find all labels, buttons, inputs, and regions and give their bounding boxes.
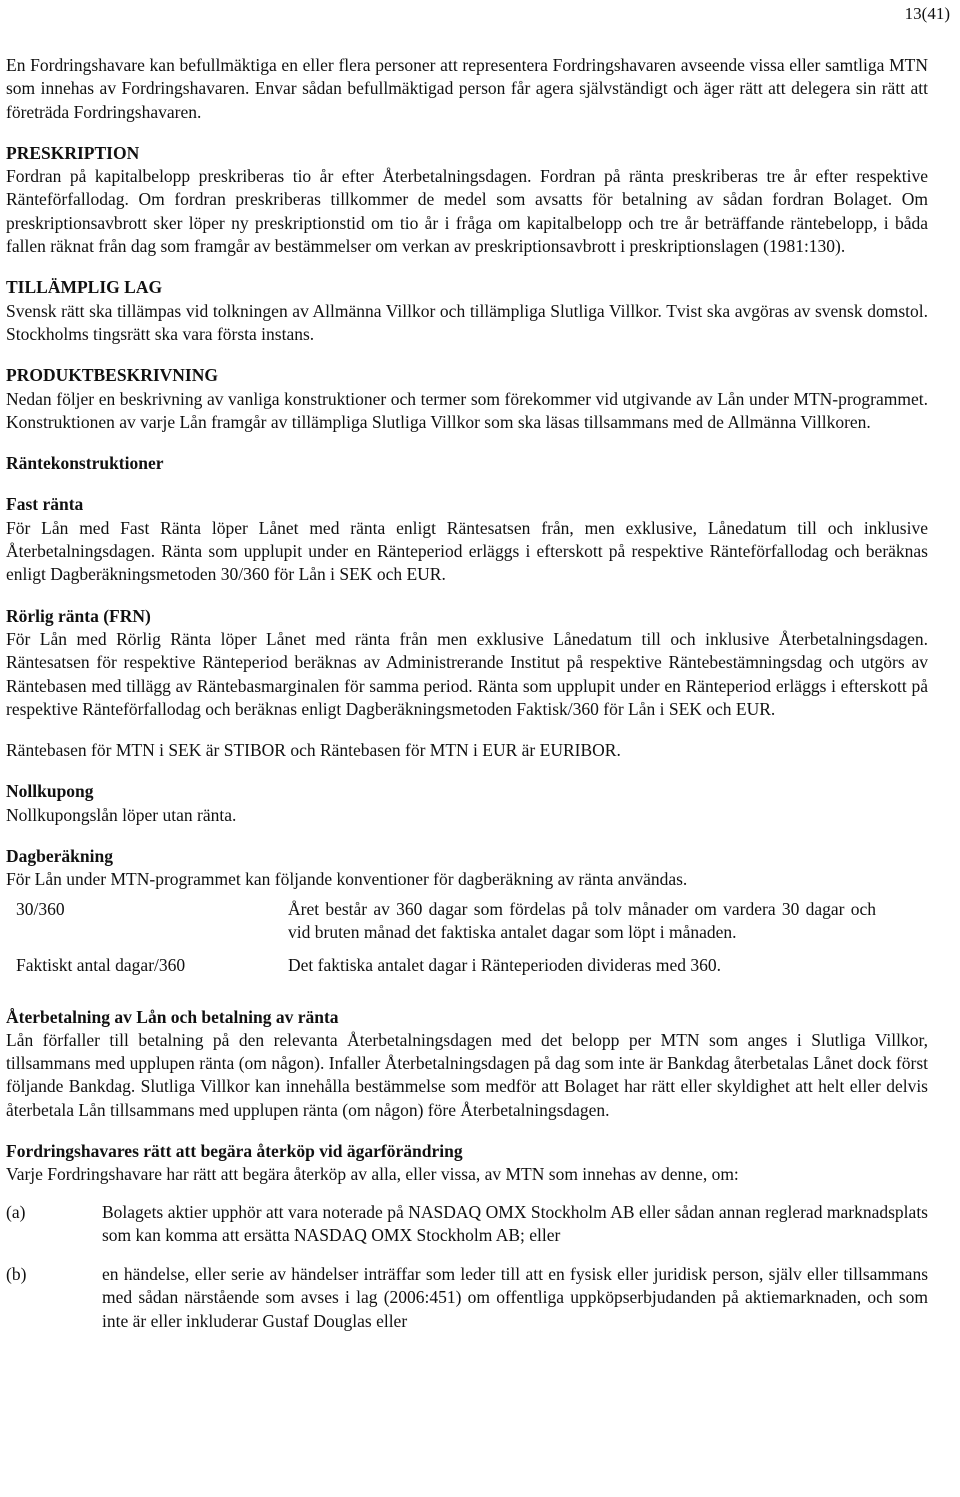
subsection-heading: Återbetalning av Lån och betalning av ränta (6, 1006, 339, 1027)
subsection-text: För Lån med Rörlig Ränta löper Lånet med ränta från men exklusive Lånedatum till och inklusive Återbetalningsdagen. Räntesatsen för respektive Ränteperiod beräknas av Administrerande Institut på respektive Räntebestämningsdag och utgörs av Räntebasen med tillägg av Räntebasmarginalen för samma period. Ränta som upplupit under en Ränteperiod erläggs i efterskott på respektive Ränteförfallodag och beräknas enligt Dagberäkningsmetoden Faktisk/360 för Lån i SEK och EUR. (6, 628, 928, 719)
section-produktbeskrivning (6, 364, 928, 434)
subsection-text: Varje Fordringshavare har rätt att begära återköp av alla, eller vissa, av MTN som innehas av denne, om: (6, 1164, 739, 1185)
subsection-heading: Nollkupong (6, 781, 94, 802)
subsection-heading: Rörlig ränta (FRN) (6, 605, 151, 626)
subsection-fast-ranta (6, 493, 928, 586)
list-marker: (a) (6, 1201, 26, 1222)
page-number: 13(41) (904, 4, 950, 23)
daycount-term: 30/360 (16, 898, 65, 919)
subsection-text: Lån förfaller till betalning på den relevanta Återbetalningsdagen med det belopp per MTN som anges i Slutliga Villkor, tillsammans med upplupen ränta (om någon). Infaller Återbetalningsdagen på dag som inte är Bankdag återbetalas Lånet dock först följande Bankdag. Slutliga Villkor kan innehålla bestämmelse som medför att Bolaget har rätt eller skyldighet att helt eller delvis återbetala Lån tillsammans med upplupen ränta (om någon) före Återbetalningsdagen. (6, 1029, 928, 1120)
table-row (16, 954, 876, 987)
list-marker: (b) (6, 1264, 27, 1285)
section-heading: PRODUKTBESKRIVNING (6, 365, 218, 386)
subsection-heading: Fast ränta (6, 494, 84, 515)
list-item (6, 1201, 928, 1248)
section-text: Svensk rätt ska tillämpas vid tolkningen av Allmänna Villkor och tillämpliga Slutliga Villkor. Tvist ska avgöras av svensk domstol. Stockholms tingsrätt ska vara första instans. (6, 300, 928, 344)
section-text: Fordran på kapitalbelopp preskriberas tio år efter Återbetalningsdagen. Fordran på ränta preskriberas tre år efter respektive Ränteförfallodag. Om fordran preskriberas tillkommer de medel som avsatts för betalning av sådan fordran Bolaget. Om preskriptionsavbrott sker löper ny preskriptionstid om tio år i fråga om kapitalbelopp och tre år beträffande räntebelopp, i båda fallen räknat från dag som framgår av bestämmelser om verkan av preskriptionsavbrott i preskriptionslagen (1981:130). (6, 166, 928, 257)
list-item-text: en händelse, eller serie av händelser inträffar som leder till att en fysisk eller juridisk person, själv eller tillsammans med sådan närstående som avses i lag (2006:451) om offentliga uppköpserbjudanden på aktiemarknaden, och som inte är eller inkluderar Gustaf Douglas eller (102, 1264, 928, 1331)
daycount-term: Faktiskt antal dagar/360 (16, 955, 186, 976)
subsection-aterbetalning (6, 1006, 928, 1122)
subsection-text: För Lån med Fast Ränta löper Lånet med ränta enligt Räntesatsen från, men exklusive, Lånedatum till och inklusive Återbetalningsdagen. Ränta som upplupit under en Ränteperiod erläggs i efterskott på respektive Ränteförfallodag och beräknas enligt Dagberäkningsmetoden 30/360 för Lån i SEK och EUR. (6, 517, 928, 585)
daycount-description: Det faktiska antalet dagar i Ränteperioden divideras med 360. (288, 955, 721, 976)
subsection-heading: Fordringshavares rätt att begära återköp vid ägarförändring (6, 1140, 463, 1161)
subsection-rorlig-ranta (6, 605, 928, 721)
subsection-text: Nollkupongslån löper utan ränta. (6, 804, 237, 825)
table-row (16, 898, 876, 955)
list-item-text: Bolagets aktier upphör att vara noterade på NASDAQ OMX Stockholm AB eller sådan annan reglerad marknadsplats som kan komma att ersätta NASDAQ OMX Stockholm AB; eller (102, 1201, 928, 1245)
subsection-dagberakning (6, 845, 928, 987)
subsection-heading: Dagberäkning (6, 846, 113, 867)
document-body (6, 54, 928, 1349)
section-tillamplig-lag (6, 276, 928, 346)
section-preskription (6, 142, 928, 258)
subsection-text: För Lån under MTN-programmet kan följande konventioner för dagberäkning av ränta användas. (6, 869, 688, 890)
daycount-table (16, 898, 876, 988)
section-heading: PRESKRIPTION (6, 142, 140, 163)
subsection-nollkupong (6, 780, 928, 827)
subsection-aterkop (6, 1140, 928, 1333)
condition-list (6, 1201, 928, 1333)
list-item (6, 1263, 928, 1333)
rantebas-note: Räntebasen för MTN i SEK är STIBOR och Räntebasen för MTN i EUR är EURIBOR. (6, 740, 621, 761)
intro-paragraph: En Fordringshavare kan befullmäktiga en eller flera personer att representera Fordringshavaren avseende vissa eller samtliga MTN som innehas av Fordringshavaren. Envar sådan befullmäktigad person får agera självständigt och äger rätt att delegera sin rätt att företräda Fordringshavaren. (6, 55, 928, 122)
section-heading: TILLÄMPLIG LAG (6, 277, 163, 298)
section-text: Nedan följer en beskrivning av vanliga konstruktioner och termer som förekommer vid utgivande av Lån under MTN-programmet. Konstruktionen av varje Lån framgår av tillämpliga Slutliga Villkor som ska läsas tillsammans med de Allmänna Villkoren. (6, 388, 928, 432)
daycount-description: Året består av 360 dagar som fördelas på tolv månader om vardera 30 dagar och vid bruten månad det faktiska antalet dagar som löpt i månaden. (288, 898, 876, 942)
subsection-heading-rantekonstruktioner: Räntekonstruktioner (6, 453, 164, 474)
